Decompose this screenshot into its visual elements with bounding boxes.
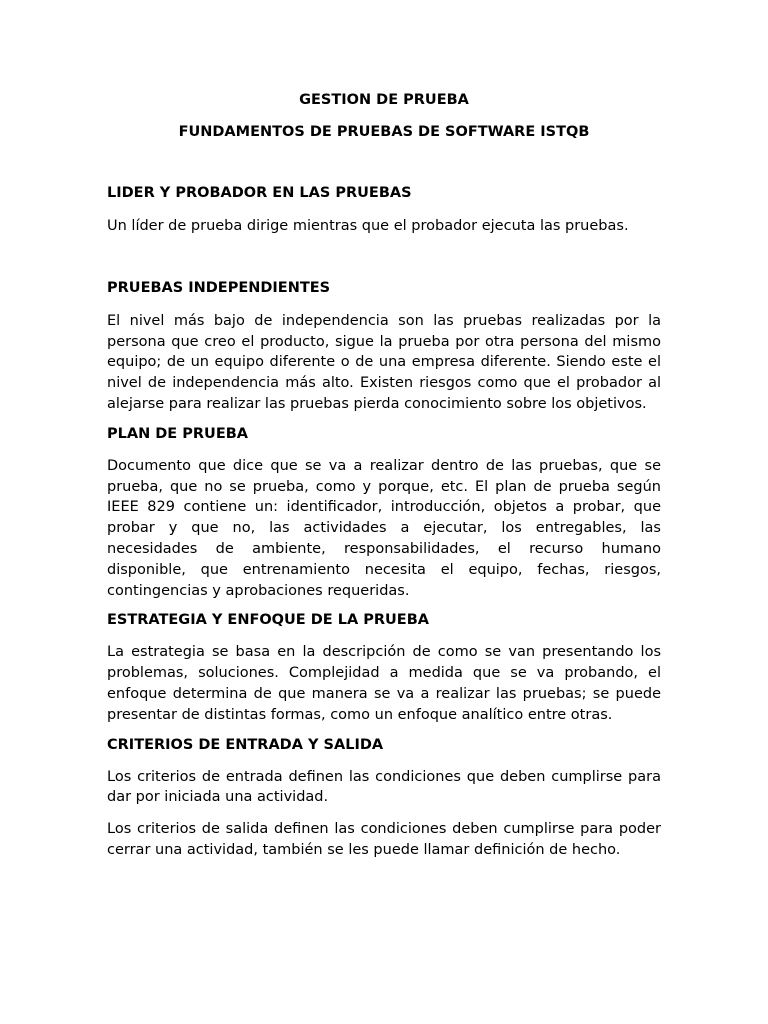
section-paragraph-lider-probador: Un líder de prueba dirige mientras que el probador ejecuta las pruebas.: [107, 218, 629, 234]
section-paragraph-criterios-entrada: Los criterios de entrada definen las condiciones que deben cumplirse para dar por iniciada una actividad.: [107, 768, 661, 806]
section-paragraph-plan-de-prueba: Documento que dice que se va a realizar dentro de las pruebas, que se prueba, que no se prueba, como y porque, etc. El plan de prueba según IEEE 829 contiene un: identificador, introducción, objetos a probar, que probar y que no, las actividades a ejecutar, los entregables, las necesidades de ambiente, responsabilidades, el recurso humano disponible, que entrenamiento necesita el equipo, fechas, riesgos, contingencias y aprobaciones requeridas.: [107, 457, 661, 599]
section-heading-estrategia-enfoque: ESTRATEGIA Y ENFOQUE DE LA PRUEBA: [107, 612, 429, 629]
document-title: GESTION DE PRUEBA: [299, 92, 469, 108]
section-heading-lider-probador: LIDER Y PROBADOR EN LAS PRUEBAS: [107, 185, 412, 201]
section-heading-plan-de-prueba: PLAN DE PRUEBA: [107, 425, 249, 442]
section-paragraph-pruebas-independientes: El nivel más bajo de independencia son las pruebas realizadas por la persona que creo el producto, sigue la prueba por otra persona del mismo equipo; de un equipo diferente o de una empresa diferente. Siendo este el nivel de independencia más alto. Existen riesgos como que el probador al alejarse para realizar las pruebas pierda conocimiento sobre los objetivos.: [107, 312, 661, 412]
section-heading-pruebas-independientes: PRUEBAS INDEPENDIENTES: [107, 279, 331, 296]
section-paragraph-criterios-salida: Los criterios de salida definen las condiciones deben cumplirse para poder cerrar una actividad, también se les puede llamar definición de hecho.: [107, 821, 661, 858]
document-subtitle: FUNDAMENTOS DE PRUEBAS DE SOFTWARE ISTQB: [178, 124, 590, 140]
section-heading-criterios-entrada-salida: CRITERIOS DE ENTRADA Y SALIDA: [107, 736, 384, 753]
section-paragraph-estrategia-enfoque: La estrategia se basa en la descripción de como se van presentando los problemas, soluciones. Complejidad a medida que se va probando, el enfoque determina de que manera se va a realizar las pruebas; se puede presentar de distintas formas, como un enfoque analítico entre otras.: [107, 644, 661, 723]
